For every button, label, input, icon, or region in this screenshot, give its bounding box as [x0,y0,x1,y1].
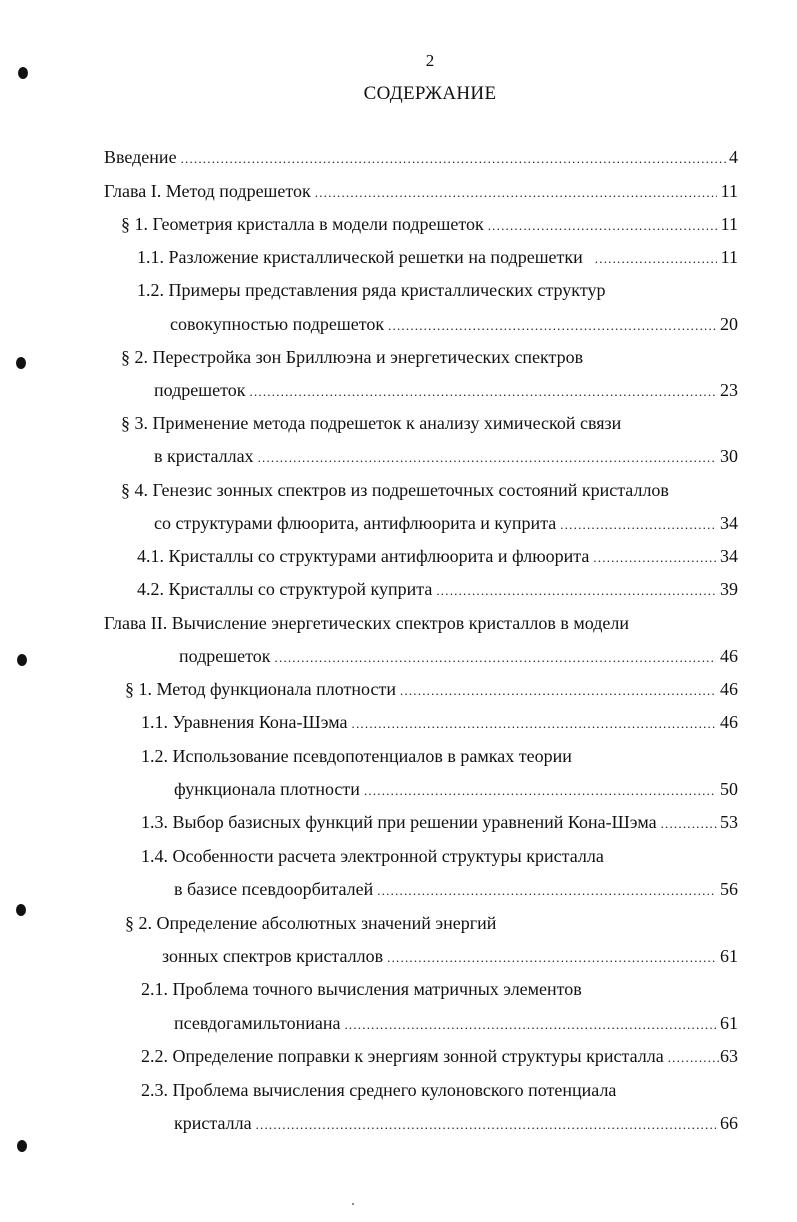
toc-entry-ch1-sec4-2[interactable] [137,576,738,602]
toc-entry-text: § 3. Применение метода подрешеток к анализу химической связи [121,413,622,433]
toc-page-number: 46 [720,646,738,666]
toc-entry-text: подрешеток [154,380,246,400]
toc-entry-ch1-sec1-2[interactable] [137,277,738,303]
dot-leader [560,512,716,536]
toc-entry-text: 1.2. Примеры представления ряда кристаллических структур [137,280,606,300]
toc-entry-ch2-sec1[interactable] [125,676,738,702]
toc-page-number: 30 [720,446,738,466]
dot-leader [668,1045,719,1069]
toc-entry-text: в базисе псевдоорбиталей [174,879,374,899]
toc-entry-text: 2.2. Определение поправки к энергиям зонной структуры кристалла [141,1046,664,1066]
toc-entry-ch2-sec2-2[interactable] [141,1043,738,1069]
toc-page-number: 61 [720,946,738,966]
toc-entry-ch2-sec1-2-cont[interactable] [174,776,738,802]
dot-leader [436,578,716,602]
toc-entry-text: 2.1. Проблема точного вычисления матричных элементов [141,979,582,999]
toc-entry-ch2-sec2-3-cont[interactable] [174,1110,738,1136]
toc-entry-ch1-sec4-cont[interactable] [154,510,738,536]
toc-entry-ch2-sec1-3[interactable] [141,809,738,835]
dot-leader [364,778,716,802]
toc-entry-text: Глава II. Вычисление энергетических спектров кристаллов в модели [104,613,630,633]
toc-entry-text: совокупностью подрешеток [170,314,385,334]
toc-entry-text: кристалла [174,1113,252,1133]
dot-leader [661,811,719,835]
toc-entry-chapter-1[interactable] [104,178,738,204]
toc-page-number: 11 [720,247,738,267]
toc-entry-ch1-sec3[interactable] [121,410,738,436]
toc-page-number: 46 [720,679,738,699]
toc-page-number: 4 [729,147,738,167]
dot-leader [388,313,716,337]
toc-entry-text: подрешеток [179,646,271,666]
toc-page-number: 66 [720,1113,738,1133]
dot-leader [352,711,716,735]
toc-entry-chapter-2-cont[interactable] [179,643,738,669]
toc-entry-text: § 4. Генезис зонных спектров из подрешеточных состояний кристаллов [121,480,669,500]
toc-page-number: 50 [720,779,738,799]
toc-entry-ch2-sec2[interactable] [125,910,738,936]
toc-entry-text: 1.3. Выбор базисных функций при решении уравнений Кона-Шэма [141,812,657,832]
toc-entry-text: со структурами флюорита, антифлюорита и куприта [154,513,557,533]
toc-page-number: 39 [720,579,738,599]
dot-leader [387,945,716,969]
toc-entry-text: § 1. Геометрия кристалла в модели подрешеток [121,214,484,234]
toc-entry-ch1-sec2-cont[interactable] [154,377,738,403]
dot-leader [377,878,716,902]
toc-entry-text: § 2. Определение абсолютных значений энергий [125,913,497,933]
dot-leader [593,545,716,569]
toc-entry-ch2-sec2-1[interactable] [141,976,738,1002]
dot-leader [256,1112,716,1136]
dot-leader [315,180,717,204]
toc-entry-text: 4.1. Кристаллы со структурами антифлюорита и флюорита [137,546,590,566]
toc-page-number: 11 [720,214,738,234]
toc-entry-ch2-sec1-4[interactable] [141,843,738,869]
dot-leader [400,678,716,702]
toc-entry-ch1-sec1[interactable] [121,211,738,237]
dot-leader [258,445,716,469]
toc-entry-text: 1.1. Разложение кристаллической решетки на подрешетки [137,247,583,267]
toc-page-number: 53 [720,812,738,832]
toc-page-number: 34 [720,546,738,566]
page-number: 2 [425,51,435,70]
toc-entry-text: 4.2. Кристаллы со структурой куприта [137,579,433,599]
toc-page-number: 63 [720,1046,738,1066]
toc-entry-text: зонных спектров кристаллов [162,946,384,966]
toc-entry-text: 1.4. Особенности расчета электронной структуры кристалла [141,846,604,866]
toc-entry-ch1-sec1-2-cont[interactable] [170,311,738,337]
toc-entry-ch2-sec2-1-cont[interactable] [174,1010,738,1036]
toc-entry-ch1-sec4-1[interactable] [137,543,738,569]
dot-leader [181,146,728,170]
toc-entry-intro[interactable] [104,144,738,170]
toc-entry-text: § 1. Метод функционала плотности [125,679,396,699]
toc-entry-text: 1.1. Уравнения Кона-Шэма [141,712,348,732]
toc-entry-text: функционала плотности [174,779,360,799]
dot-leader [275,645,717,669]
toc-entry-ch1-sec2[interactable] [121,344,738,370]
toc-entry-text: 2.3. Проблема вычисления среднего кулоновского потенциала [141,1080,617,1100]
toc-entry-ch2-sec1-2[interactable] [141,743,738,769]
dot-leader [488,213,717,237]
toc-entry-ch2-sec2-3[interactable] [141,1077,738,1103]
toc-entry-ch2-sec1-1[interactable] [141,709,738,735]
toc-entry-text: в кристаллах [154,446,254,466]
toc-entry-text: 1.2. Использование псевдопотенциалов в рамках теории [141,746,572,766]
toc-entry-ch1-sec1-1[interactable] [137,244,738,270]
toc-entry-ch1-sec3-cont[interactable] [154,443,738,469]
dot-leader [250,379,717,403]
toc-page-number: 56 [720,879,738,899]
toc-entry-text: Введение [104,147,177,167]
toc-page-number: 23 [720,380,738,400]
toc-entry-ch2-sec2-cont[interactable] [162,943,738,969]
toc-entry-ch2-sec1-4-cont[interactable] [174,876,738,902]
toc-entry-ch1-sec4[interactable] [121,477,738,503]
toc-page-number: 61 [720,1013,738,1033]
page-title: СОДЕРЖАНИЕ [363,83,497,104]
toc-entry-text: псевдогамильтониана [174,1013,341,1033]
toc-page-number: 20 [720,314,738,334]
toc-page-number: 34 [720,513,738,533]
dot-leader [595,246,717,270]
toc-entry-text: Глава I. Метод подрешеток [104,181,311,201]
toc-entry-chapter-2[interactable] [104,610,738,636]
toc-page-number: 11 [720,181,738,201]
toc-page-number: 46 [720,712,738,732]
dot-leader [344,1012,716,1036]
toc-entry-text: § 2. Перестройка зон Бриллюэна и энергетических спектров [121,347,584,367]
